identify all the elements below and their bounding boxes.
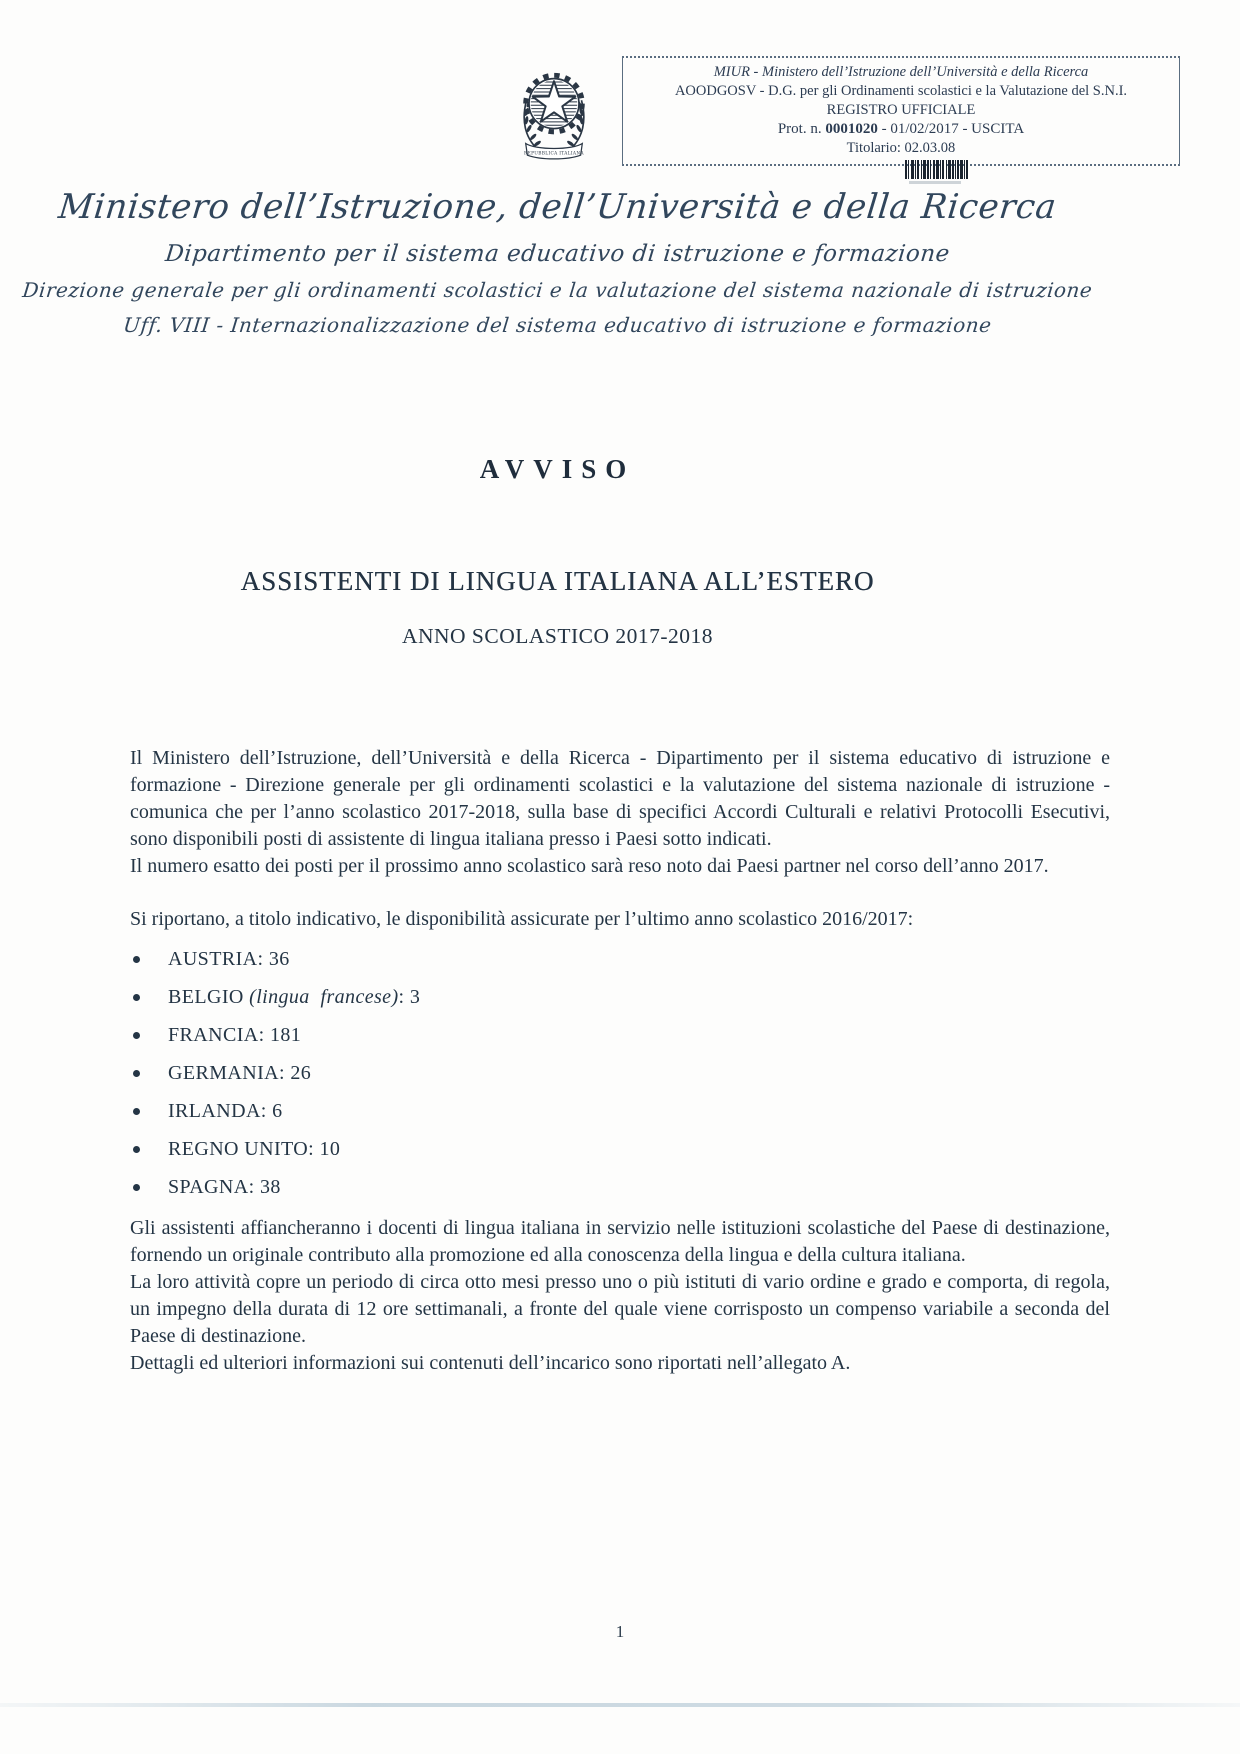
stamp-titolario-line: Titolario: 02.03.08 — [846, 140, 956, 156]
notice-subject: ASSISTENTI DI LINGUA ITALIANA ALL’ESTERO — [240, 566, 875, 596]
list-item-spagna — [130, 1177, 1110, 1198]
country-count: 26 — [290, 1062, 312, 1084]
country-count: 36 — [268, 948, 290, 970]
stamp-office-line: AOODGOSV - D.G. per gli Ordinamenti scolastici e la Valutazione del S.N.I. — [674, 83, 1128, 99]
paragraph-assistants-role: Gli assistenti affiancheranno i docenti di lingua italiana in servizio nelle istituzioni scolastiche del Paese di destinazione, fornendo un originale contributo alla promozione ed alla conoscenza della lingua e della cultura italiana. — [130, 1217, 1110, 1266]
country-availability-list — [130, 949, 1110, 1198]
paragraph-list-intro: Si riportano, a titolo indicativo, le disponibilità assicurate per l’ultimo anno scolastico 2016/2017: — [130, 908, 914, 930]
notice-body — [130, 745, 1110, 1377]
notice-school-year: ANNO SCOLASTICO 2017-2018 — [401, 624, 714, 648]
country-name: REGNO UNITO — [168, 1138, 309, 1160]
paragraph-posts-number: Il numero esatto dei posti per il prossimo anno scolastico sarà reso noto dai Paesi partner nel corso dell’anno 2017. — [130, 855, 1049, 877]
list-item-belgio — [130, 987, 1110, 1008]
letterhead-ministry: Ministero dell’Istruzione, dell’Università e della Ricerca — [56, 187, 1059, 227]
country-separator: : — [278, 1062, 291, 1084]
stamp-register-line: REGISTRO UFFICIALE — [826, 102, 976, 118]
country-separator: : — [248, 1176, 260, 1198]
emblem-banner-label: REPUBBLICA ITALIANA — [524, 151, 584, 157]
paragraph-intro-ministry: Il Ministero dell’Istruzione, dell’Università e della Ricerca - Dipartimento per il sistema educativo di istruzione e formazione - Direzione generale per gli ordinamenti scolastici e la valutazione del sistema nazionale di istruzione - comunica che per l’anno scolastico 2017-2018, sulla base di specifici Accordi Culturali e relativi Protocolli Esecutivi, sono disponibili posti di assistente di lingua italiana presso i Paesi sotto indicati. — [130, 747, 1110, 850]
country-name: AUSTRIA — [168, 948, 258, 970]
country-name: GERMANIA — [168, 1062, 279, 1084]
scan-artifact-line — [0, 1703, 1240, 1707]
paragraph-activity-details: La loro attività copre un periodo di circa otto mesi presso uno o più istituti di vario ordine e grado e comporta, di regola, un impegno della durata di 12 ore settimanali, a fronte del quale viene corrisposto un compenso variabile a seconda del Paese di destinazione. — [130, 1271, 1110, 1347]
protocol-date-direction: - 01/02/2017 - USCITA — [877, 121, 1025, 137]
paragraph-annex-reference: Dettagli ed ulteriori informazioni sui contenuti dell’incarico sono riportati nell’allegato A. — [130, 1352, 851, 1374]
country-count: 10 — [319, 1138, 341, 1160]
list-item-austria — [130, 949, 1110, 970]
stamp-ministry-line: MIUR - Ministero dell’Istruzione dell’Università e della Ricerca — [713, 64, 1089, 80]
letterhead — [0, 186, 1115, 650]
country-note: (lingua francese) — [243, 986, 399, 1008]
list-item-francia — [130, 1025, 1110, 1046]
protocol-number: 0001020 — [825, 121, 878, 137]
letterhead-department: Dipartimento per il sistema educativo di istruzione e formazione — [163, 241, 952, 267]
list-item-irlanda — [130, 1101, 1110, 1122]
country-name: FRANCIA — [168, 1024, 259, 1046]
country-count: 181 — [269, 1024, 302, 1046]
country-name: SPAGNA — [168, 1176, 249, 1198]
list-item-regno-unito — [130, 1139, 1110, 1160]
country-separator: : — [257, 948, 269, 970]
country-separator: : — [398, 986, 410, 1008]
letterhead-directorate: Direzione generale per gli ordinamenti scolastici e la valutazione del sistema nazionale di istruzione — [21, 278, 1094, 302]
protocol-label: Prot. n. — [777, 121, 826, 137]
letterhead-office: Uff. VIII - Internazionalizzazione del sistema educativo di istruzione e formazione — [122, 313, 993, 337]
country-name: IRLANDA — [168, 1100, 261, 1122]
country-separator: : — [308, 1138, 320, 1160]
country-count: 6 — [272, 1100, 283, 1122]
notice-title: AVVISO — [479, 454, 636, 484]
page-number: 1 — [615, 1622, 625, 1641]
list-item-germania — [130, 1063, 1110, 1084]
country-separator: : — [260, 1100, 273, 1122]
country-count: 38 — [259, 1176, 281, 1198]
country-separator: : — [258, 1024, 270, 1046]
country-count: 3 — [409, 986, 421, 1008]
country-name: BELGIO — [168, 986, 244, 1008]
